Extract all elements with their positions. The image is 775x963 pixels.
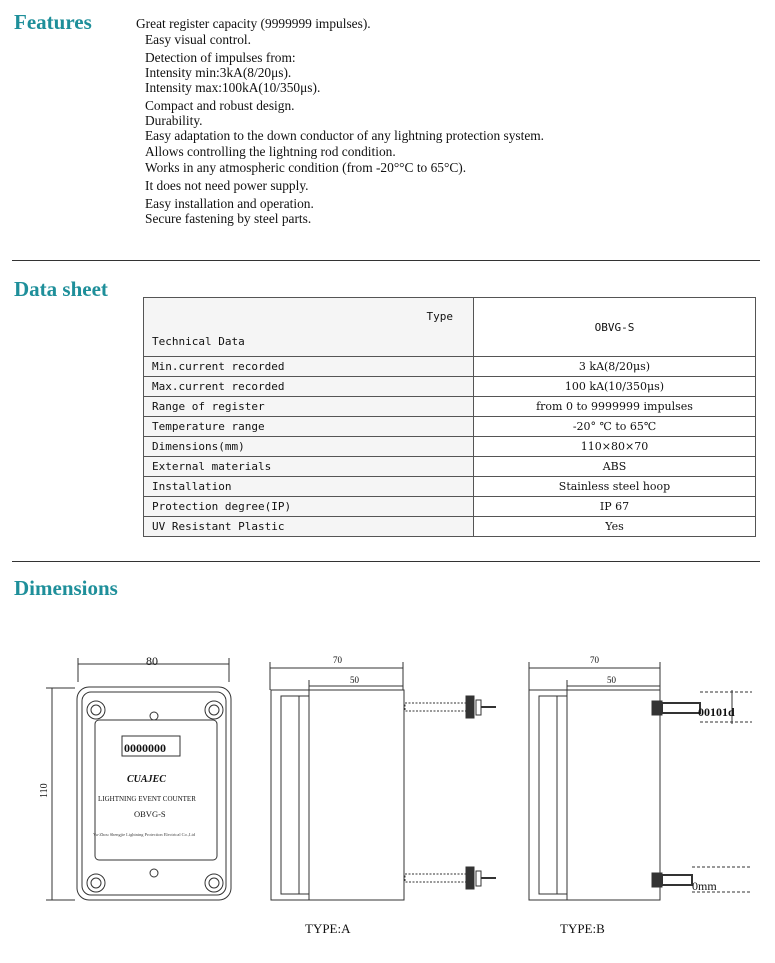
table-row	[144, 377, 756, 397]
datasheet-table	[143, 297, 756, 537]
feature-line: It does not need power supply.	[145, 178, 309, 193]
row-label: Range of register	[144, 397, 474, 417]
row-label: Max.current recorded	[144, 377, 474, 397]
table-row	[144, 417, 756, 437]
table-row	[144, 397, 756, 417]
feature-line: Easy adaptation to the down conductor of any lightning protection system.	[145, 128, 545, 143]
row-value: -20° ℃ to 65℃	[474, 417, 756, 437]
feature-line: Easy visual control.	[145, 32, 251, 47]
table-row	[144, 437, 756, 457]
feature-line: Compact and robust design.	[145, 98, 295, 113]
feature-line: Great register capacity (9999999 impulses).	[136, 16, 371, 31]
counter-display: 0000000	[124, 741, 166, 755]
type-b-drawing	[529, 655, 752, 900]
row-label: Temperature range	[144, 417, 474, 437]
row-value: 3 kA(8/20μs)	[474, 357, 756, 377]
feature-line: Durability.	[145, 113, 203, 128]
front-width-label: 80	[146, 654, 158, 668]
table-row	[144, 497, 756, 517]
feature-line: Easy installation and operation.	[145, 196, 314, 211]
row-value: ABS	[474, 457, 756, 477]
front-model-label: OBVG-S	[134, 809, 166, 819]
type-a-inner-label: 50	[350, 675, 359, 685]
product-line-label: LIGHTNING EVENT COUNTER	[98, 795, 196, 803]
type-b-inner-label: 50	[607, 675, 616, 685]
header-tech-label: Technical Data	[152, 335, 245, 348]
front-height-label: 110	[39, 783, 50, 798]
header-model: OBVG-S	[474, 298, 756, 357]
type-b-bottom-code: 0mm	[692, 879, 717, 893]
row-label: Min.current recorded	[144, 357, 474, 377]
table-row	[144, 517, 756, 537]
row-value: IP 67	[474, 497, 756, 517]
row-value: Yes	[474, 517, 756, 537]
dimensions-title: Dimensions	[14, 576, 118, 600]
row-label: Installation	[144, 477, 474, 497]
row-label: External materials	[144, 457, 474, 477]
feature-line: Works in any atmospheric condition (from -20°°C to 65°C).	[145, 160, 467, 175]
section-divider	[12, 561, 760, 562]
row-label: Protection degree(IP)	[144, 497, 474, 517]
datasheet-title: Data sheet	[14, 277, 108, 301]
feature-line: Allows controlling the lightning rod condition.	[145, 144, 396, 159]
section-divider	[12, 260, 760, 261]
type-a-depth-label: 70	[333, 655, 342, 665]
front-view-drawing	[39, 654, 231, 900]
row-value: Stainless steel hoop	[474, 477, 756, 497]
row-label: Dimensions(mm)	[144, 437, 474, 457]
maker-label: Yu-Zhou Shengjie Lightning Protection Electrical Co.,Ltd	[93, 832, 196, 837]
header-cell	[144, 298, 474, 357]
feature-line: Detection of impulses from:	[145, 50, 296, 65]
row-value: 110×80×70	[474, 437, 756, 457]
type-a-drawing	[270, 655, 496, 900]
dimension-drawings	[0, 620, 775, 920]
feature-line: Intensity max:100kA(10/350μs).	[145, 80, 321, 95]
table-row	[144, 457, 756, 477]
table-row	[144, 477, 756, 497]
row-value: from 0 to 9999999 impulses	[474, 397, 756, 417]
header-type-label: Type	[426, 310, 453, 323]
feature-line: Intensity min:3kA(8/20μs).	[145, 65, 292, 80]
row-label: UV Resistant Plastic	[144, 517, 474, 537]
table-header-row	[144, 298, 756, 357]
type-b-top-code: 00101d	[698, 705, 735, 719]
type-a-label: TYPE:A	[305, 921, 351, 936]
type-b-label: TYPE:B	[560, 921, 605, 936]
row-value: 100 kA(10/350μs)	[474, 377, 756, 397]
brand-label: CUAJEC	[127, 774, 166, 785]
feature-line: Secure fastening by steel parts.	[145, 211, 312, 226]
table-row	[144, 357, 756, 377]
features-title: Features	[14, 10, 92, 34]
type-b-depth-label: 70	[590, 655, 599, 665]
